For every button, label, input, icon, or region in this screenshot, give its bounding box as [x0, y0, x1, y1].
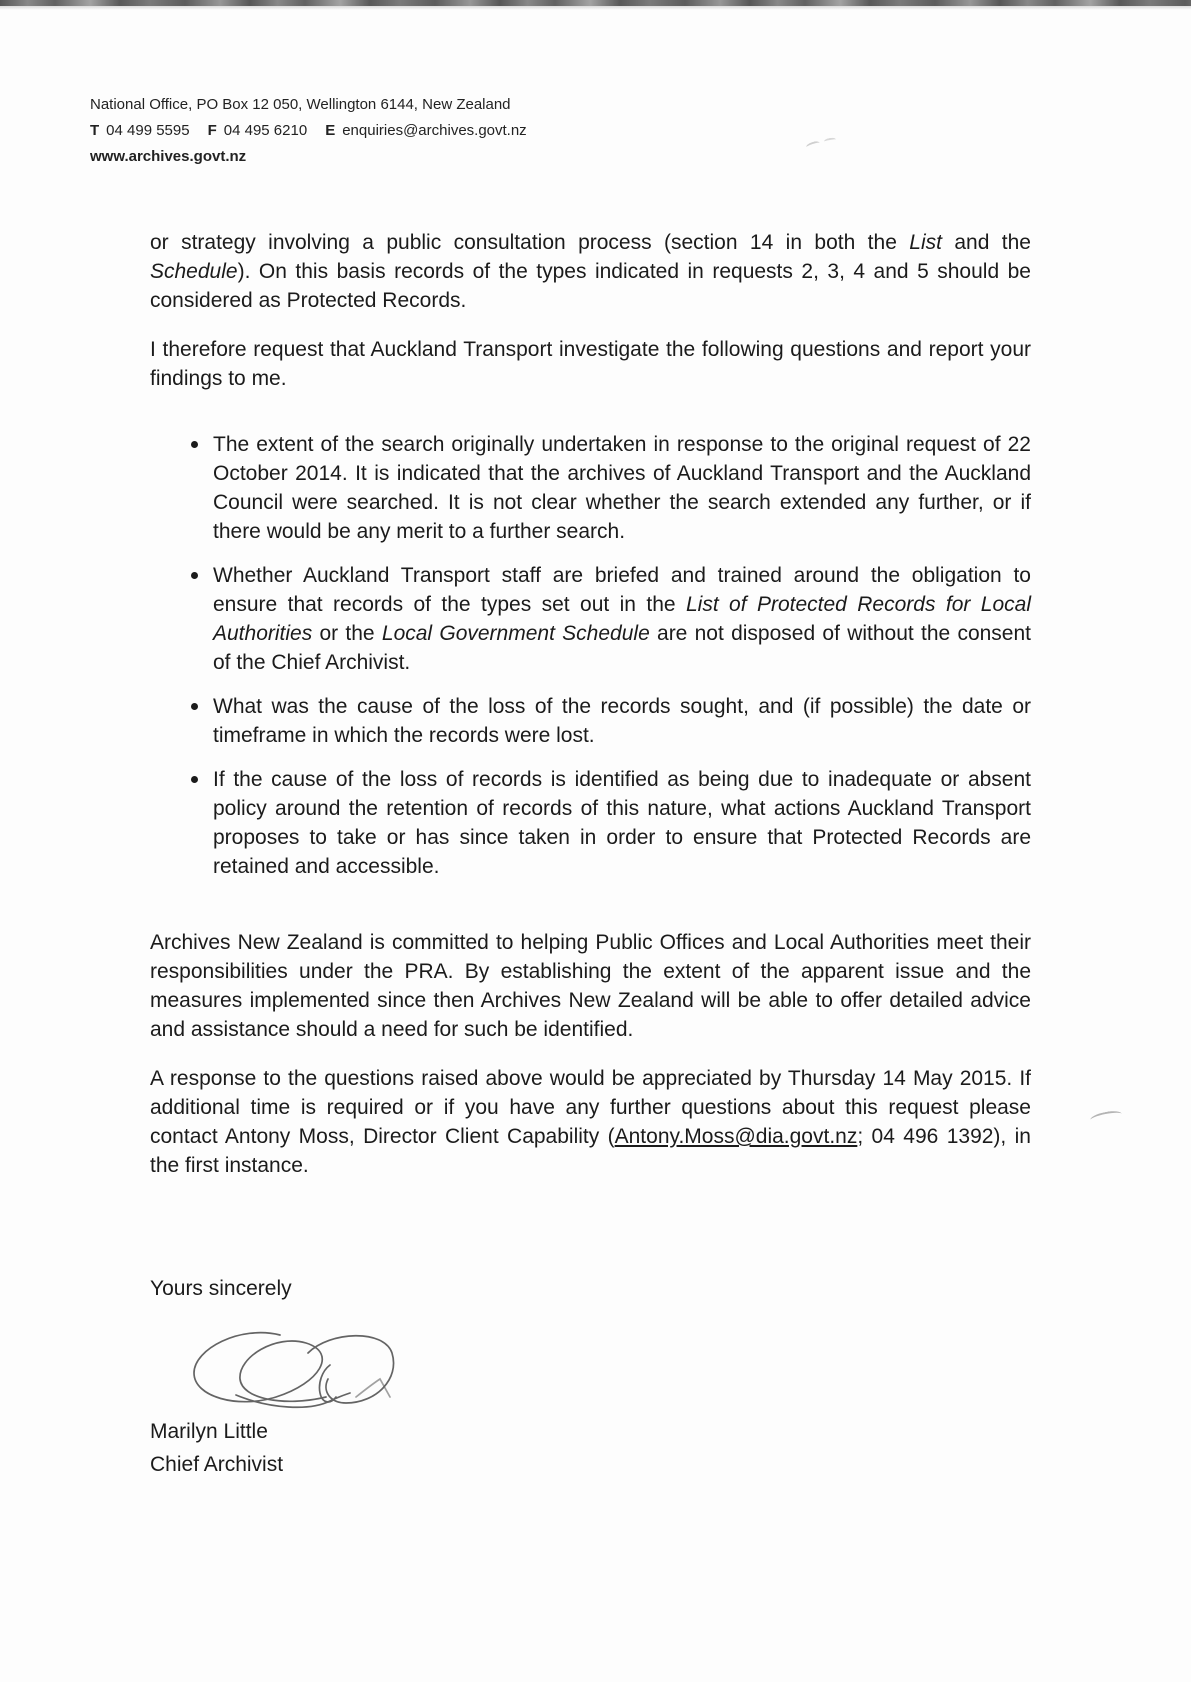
text-segment: ; 04 496 1392), in the first instance.	[150, 1125, 1031, 1177]
paragraph-archives-commitment: Archives New Zealand is committed to helping Public Offices and Local Authorities meet their responsibilities under the PRA. By establishing the extent of the apparent issue and the measures implemented since then Archives New Zealand will be able to offer detailed advice and assistance should a need for such be identified.	[150, 931, 1031, 1041]
letterhead-website: www.archives.govt.nz	[90, 148, 247, 165]
letterhead	[90, 92, 527, 170]
text-segment: or strategy involving a public consultation process (section 14 in both the	[150, 231, 910, 254]
italic-local-government-schedule: Local Government Schedule	[381, 622, 650, 645]
question-list	[150, 430, 1031, 881]
text-segment: and the	[941, 231, 1031, 254]
letter-body	[150, 228, 1031, 1481]
email-label: E	[325, 122, 336, 139]
list-item-staff-training	[213, 561, 1031, 677]
contact-email-link[interactable]: Antony.Moss@dia.govt.nz	[614, 1125, 858, 1148]
list-item-loss-cause: What was the cause of the loss of the records sought, and (if possible) the date or timeframe in which the records were lost.	[213, 692, 1031, 750]
phone-label: T	[90, 122, 100, 139]
signature-scribble-graphic	[180, 1323, 420, 1415]
letterhead-contacts	[90, 118, 527, 144]
fax-label: F	[207, 122, 217, 139]
scan-smudge-mark	[806, 138, 840, 154]
text-segment: ). On this basis records of the types indicated in requests 2, 3, 4 and 5 should be considered as Protected Records.	[150, 260, 1031, 312]
email-address: enquiries@archives.govt.nz	[342, 122, 527, 139]
text-segment: or the	[312, 622, 382, 645]
signatory-title: Chief Archivist	[150, 1453, 284, 1476]
fax-number: 04 495 6210	[223, 122, 308, 139]
italic-schedule-title: Schedule	[150, 260, 238, 283]
handwritten-signature	[180, 1323, 1031, 1415]
italic-protected-records-list: List of Protected Records for Local Authorities	[213, 593, 1031, 645]
list-item-policy-actions: If the cause of the loss of records is identified as being due to inadequate or absent policy around the retention of records of this nature, what actions Auckland Transport proposes to take or has since taken in order to ensure that Protected Records are retained and accessible.	[213, 765, 1031, 881]
text-segment: Whether Auckland Transport staff are briefed and trained around the obligation to ensure that records of the types set out in the	[213, 564, 1031, 616]
paragraph-request-investigation: I therefore request that Auckland Transport investigate the following questions and report your findings to me.	[150, 338, 1031, 390]
italic-list-title: List	[909, 231, 942, 254]
text-segment: A response to the questions raised above would be appreciated by Thursday 14 May 2015. If additional time is required or if you have any further questions about this request please contact Antony Moss, Director Client Capability (	[150, 1067, 1031, 1148]
paragraph-response-deadline	[150, 1064, 1031, 1180]
paragraph-protected-records	[150, 228, 1031, 315]
letterhead-address: National Office, PO Box 12 050, Wellington 6144, New Zealand	[90, 96, 511, 113]
phone-number: 04 499 5595	[106, 122, 190, 139]
text-segment: are not disposed of without the consent of the Chief Archivist.	[213, 622, 1032, 674]
pencil-tick-mark	[1089, 1109, 1122, 1125]
list-item-search-extent: The extent of the search originally undertaken in response to the original request of 22 October 2014. It is indicated that the archives of Auckland Transport and the Auckland Council were searched. It is not clear whether the search extended any further, or if there would be any merit to a further search.	[213, 430, 1031, 546]
signatory-name: Marilyn Little	[150, 1420, 268, 1443]
closing-salutation: Yours sincerely	[150, 1277, 292, 1300]
scan-artifact-top-shadow	[0, 6, 1191, 10]
